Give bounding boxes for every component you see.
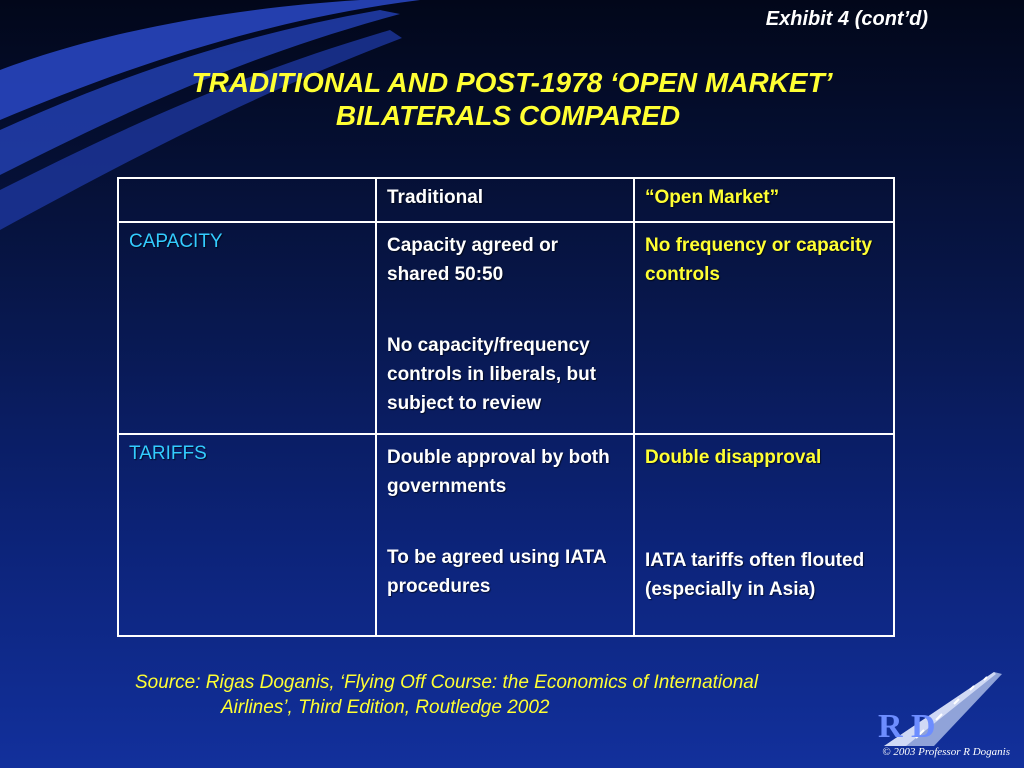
table-header-row xyxy=(118,178,894,222)
header-cell-empty xyxy=(118,178,376,222)
source-citation xyxy=(135,670,915,720)
title-line-2: BILATERALS COMPARED xyxy=(335,100,681,131)
cell-text: To be agreed using IATA procedures xyxy=(387,547,606,597)
cell-text: IATA tariffs often flouted (especially in Asia) xyxy=(645,550,865,600)
cell-text: Double approval by both governments xyxy=(387,447,610,497)
header-cell-open-market: “Open Market” xyxy=(634,178,894,222)
cell-text: Capacity agreed or shared 50:50 xyxy=(387,235,559,285)
cell-text: Double disapproval xyxy=(645,447,822,468)
copyright-notice: © 2003 Professor R Doganis xyxy=(882,746,1010,758)
cell-text: No frequency or capacity controls xyxy=(645,235,873,285)
cell-tariffs-traditional xyxy=(376,434,634,636)
table-row-capacity xyxy=(118,222,894,434)
exhibit-label: Exhibit 4 (cont’d) xyxy=(765,8,928,30)
row-label-tariffs: TARIFFS xyxy=(118,434,376,636)
table-row-tariffs xyxy=(118,434,894,636)
cell-tariffs-open-market xyxy=(634,434,894,636)
title-line-1: TRADITIONAL AND POST-1978 ‘OPEN MARKET’ xyxy=(191,67,833,98)
source-line-1: Source: Rigas Doganis, ‘Flying Off Course: the Economics of International xyxy=(135,672,759,693)
cell-capacity-open-market xyxy=(634,222,894,434)
comparison-table xyxy=(117,177,895,637)
source-line-2: Airlines’, Third Edition, Routledge 2002 xyxy=(221,697,550,718)
cell-text: No capacity/frequency controls in liberals, but subject to review xyxy=(387,335,597,414)
logo-letters: R D xyxy=(878,708,936,745)
row-label-capacity: CAPACITY xyxy=(118,222,376,434)
cell-capacity-traditional xyxy=(376,222,634,434)
page-title xyxy=(0,66,1024,132)
header-cell-traditional: Traditional xyxy=(376,178,634,222)
